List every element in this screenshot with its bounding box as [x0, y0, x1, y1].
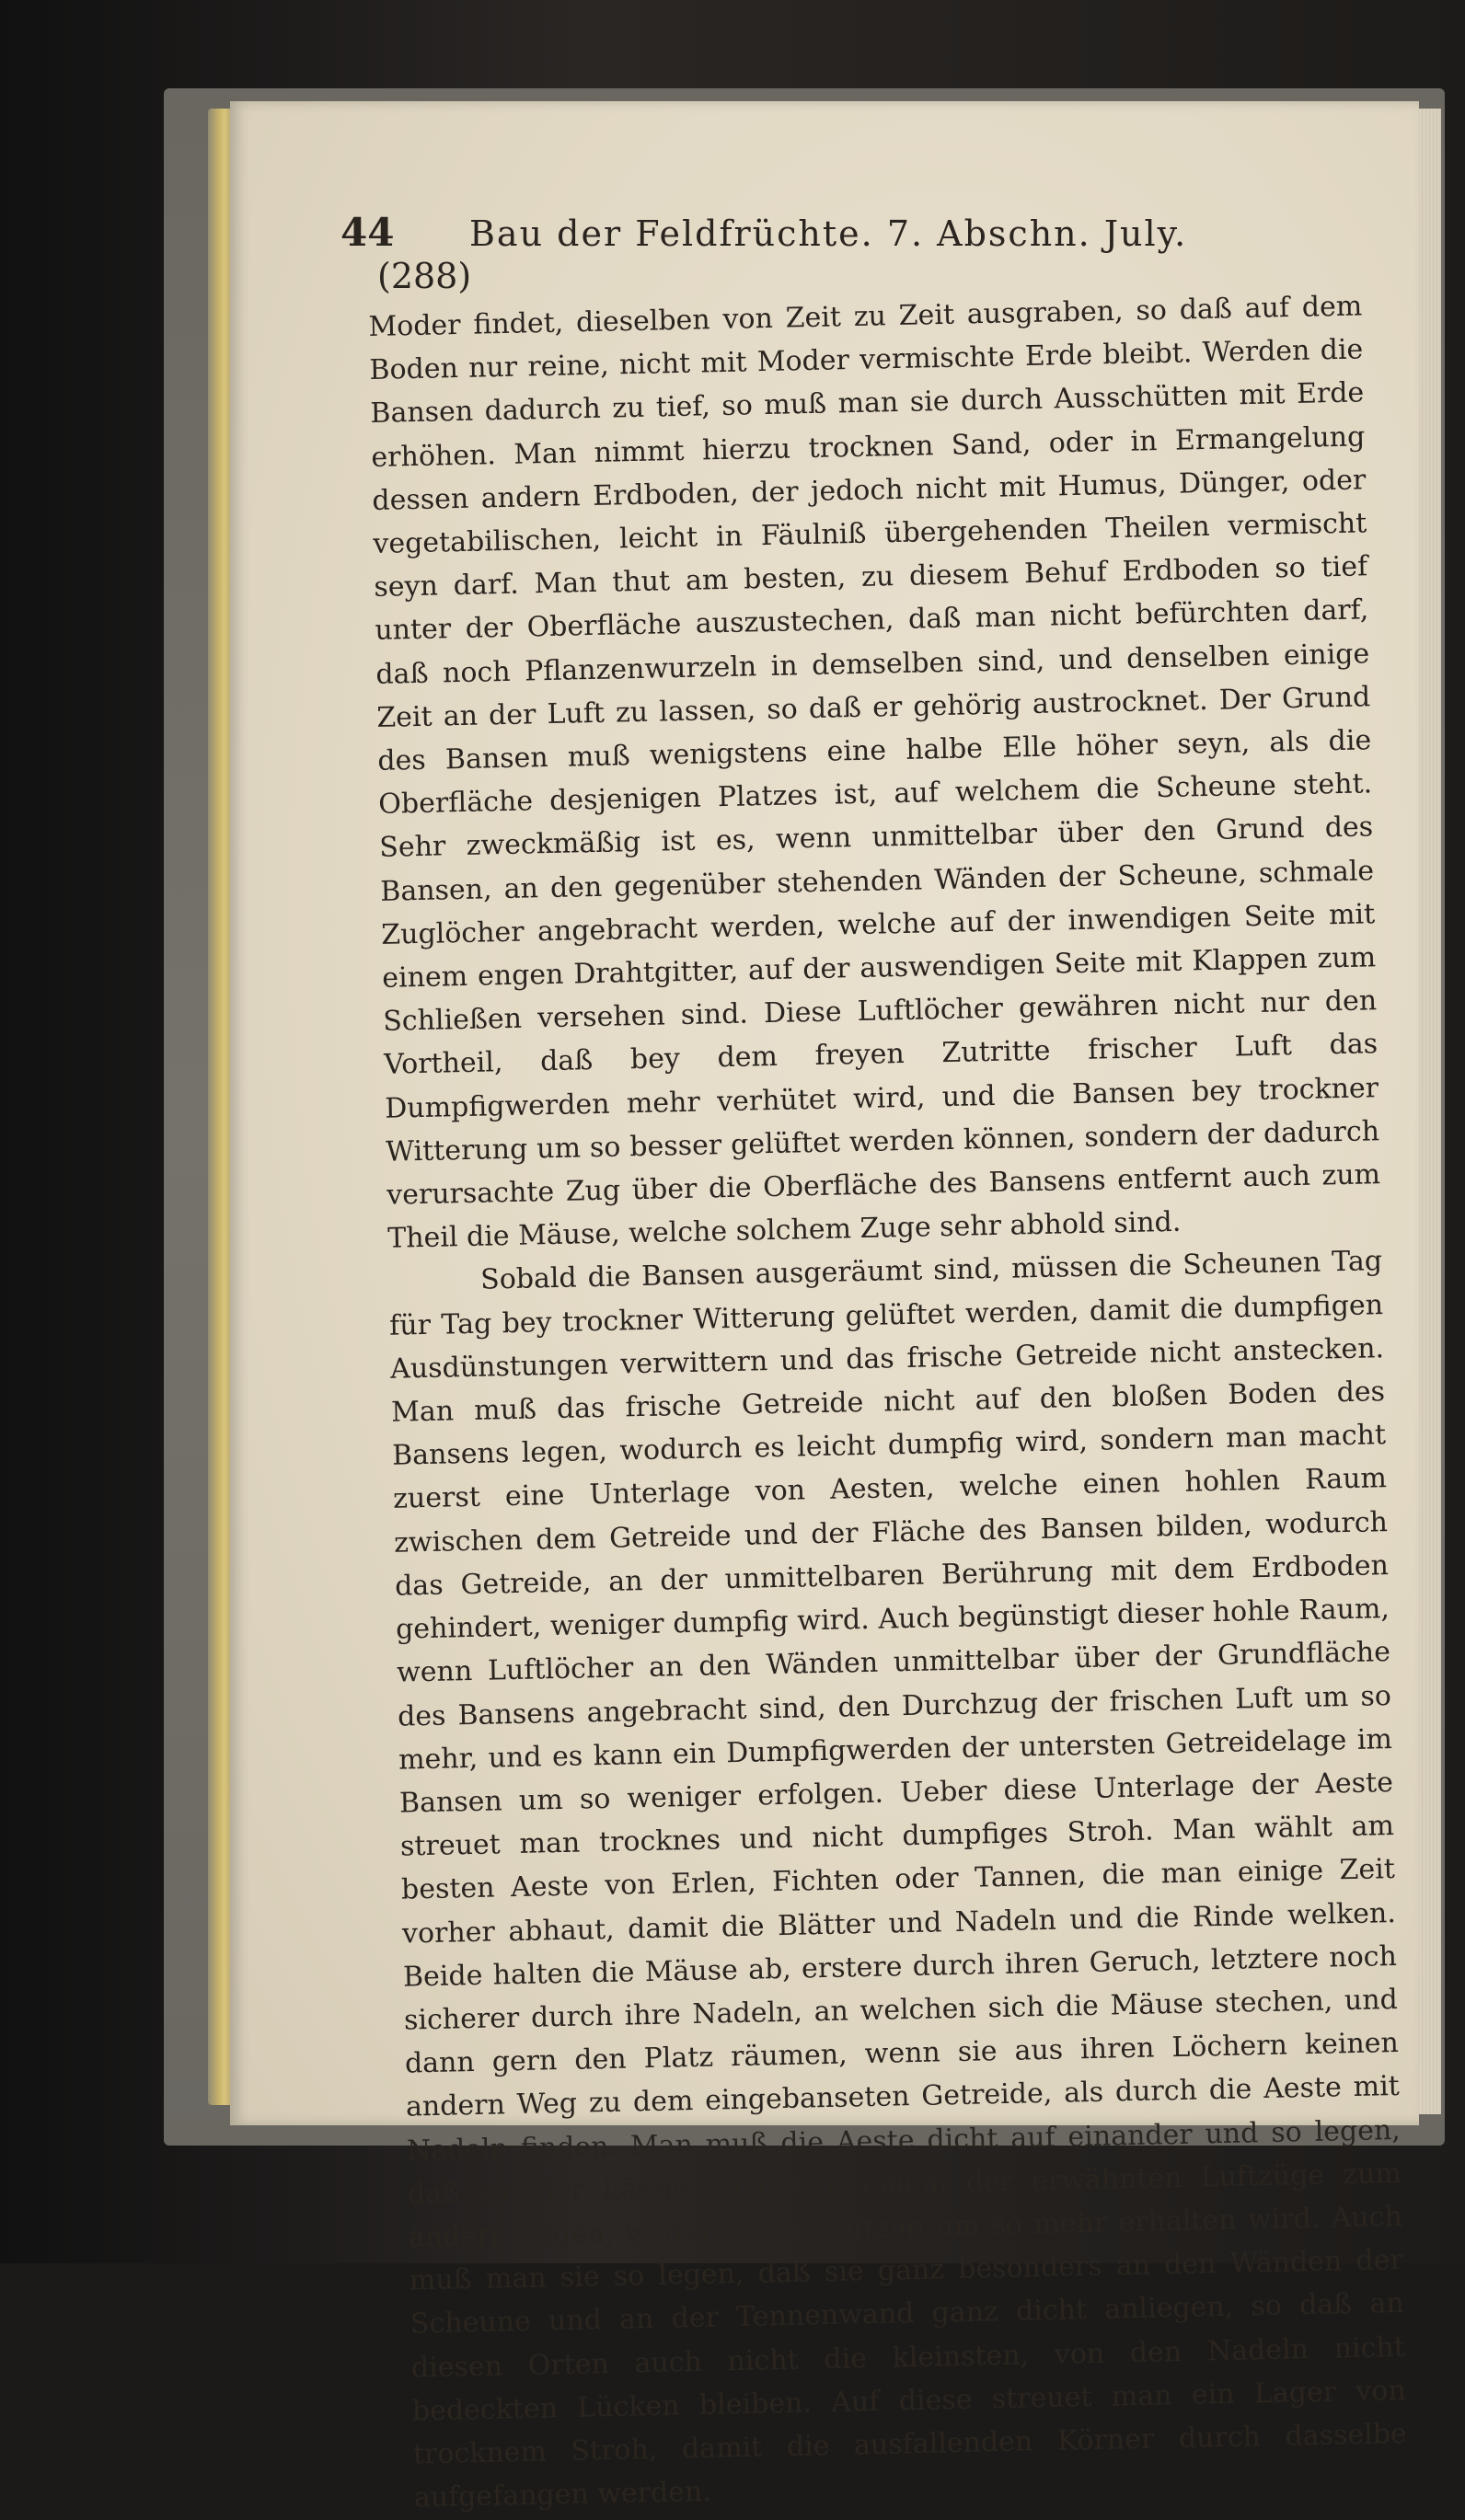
body-text [368, 284, 1408, 2519]
paragraph-2: Sobald die Bansen ausgeräumt sind, müssen die Scheunen Tag für Tag bey trockner Witterung gelüftet werden, damit die dumpfigen Ausdünstungen verwittern und das frische Getreide nicht anstecken. Man muß das frische Getreide nicht auf den bloßen Boden des Bansens legen, wodurch es leicht dumpfig wird, sondern man macht zuerst eine Unterlage von Aesten, welche einen hohlen Raum zwischen dem Getreide und der Fläche des Bansen bilden, wodurch das Getreide, an der unmittelbaren Berührung mit dem Erdboden gehindert, weniger dumpfig wird. Auch begünstigt dieser hohle Raum, wenn Luftlöcher an den Wänden unmittelbar über der Grundfläche des Bansens angebracht sind, den Durchzug der frischen Luft um so mehr, und es kann ein Dumpfigwerden der untersten Getreidelage im Bansen um so weniger erfolgen. Ueber diese Unterlage der Aeste streuet man trocknes und nicht dumpfiges Stroh. Man wählt am besten Aeste von Erlen, Fichten oder Tannen, die man einige Zeit vorher abhaut, damit die Blätter und Nadeln und die Rinde welken. Beide halten die Mäuse ab, erstere durch ihren Geruch, letztere noch sicherer durch ihre Nadeln, an welchen sich die Mäuse stechen, und dann gern den Platz räumen, wenn sie aus ihren Löchern keinen andern Weg zu dem eingebansеten Getreide, als durch die Aeste mit Nadeln finden. Man muß die Aeste dicht auf einander und so legen, daß sie der Länge nach von einem der erwähnten Luftzüge zum andern liegen, wodurch der Luftzug um so mehr erhalten wird. Auch muß man sie so legen, daß sie ganz besonders an den Wänden der Scheune und an der Tennenwand ganz dicht anliegen, so daß an diesen Orten auch nicht die kleinsten, von den Nadeln nicht bedeckten Lücken bleiben. Auf diese streuet man ein Lager von trocknem Stroh, damit die ausfallenden Körner durch dasselbe aufgefangen werden. [388, 1245, 1408, 2514]
running-head: Bau der Feldfrüchte. 7. Abschn. July. [469, 213, 1188, 254]
section-number: (288) [377, 256, 472, 296]
paragraph-1: Moder findet, dieselben von Zeit zu Zeit ausgraben, so daß auf dem Boden nur reine, nicht mit Moder vermischte Erde bleibt. Werden die Bansen dadurch zu tief, so muß man sie durch Ausschütten mit Erde erhöhen. Man nimmt hierzu trocknen Sand, oder in Ermangelung dessen andern Erdboden, der jedoch nicht mit Humus, Dünger, oder vegetabilischen, leicht in Fäulniß übergehenden Theilen vermischt seyn darf. Man thut am besten, zu diesem Behuf Erdboden so tief unter der Oberfläche auszustechen, daß man nicht befürchten darf, daß noch Pflanzenwurzeln in demselben sind, und denselben einige Zeit an der Luft zu lassen, so daß er gehörig austrocknet. Der Grund des Bansen muß wenigstens eine halbe Elle höher seyn, als die Oberfläche desjenigen Platzes ist, auf welchem die Scheune steht. Sehr zweckmäßig ist es, wenn unmittelbar über den Grund des Bansen, an den gegenüber stehenden Wänden der Scheune, schmale Zuglöcher angebracht werden, welche auf der inwendigen Seite mit einem engen Drahtgitter, auf der auswendigen Seite mit Klappen zum Schließen versehen sind. Diese Luftlöcher gewähren nicht nur den Vortheil, daß bey dem freyen Zutritte frischer Luft das Dumpfigwerden mehr verhütet wird, und die Bansen bey trockner Witterung um so besser gelüftet werden können, sondern der dadurch verursachte Zug über die Oberfläche des Bansens entfernt auch zum Theil die Mäuse, welche solchem Zuge sehr abhold sind. [368, 290, 1381, 1256]
page-header [340, 210, 1399, 265]
book-page [230, 101, 1419, 2514]
page-stack-edge [1417, 109, 1441, 2114]
page-number: 44 [340, 210, 395, 255]
